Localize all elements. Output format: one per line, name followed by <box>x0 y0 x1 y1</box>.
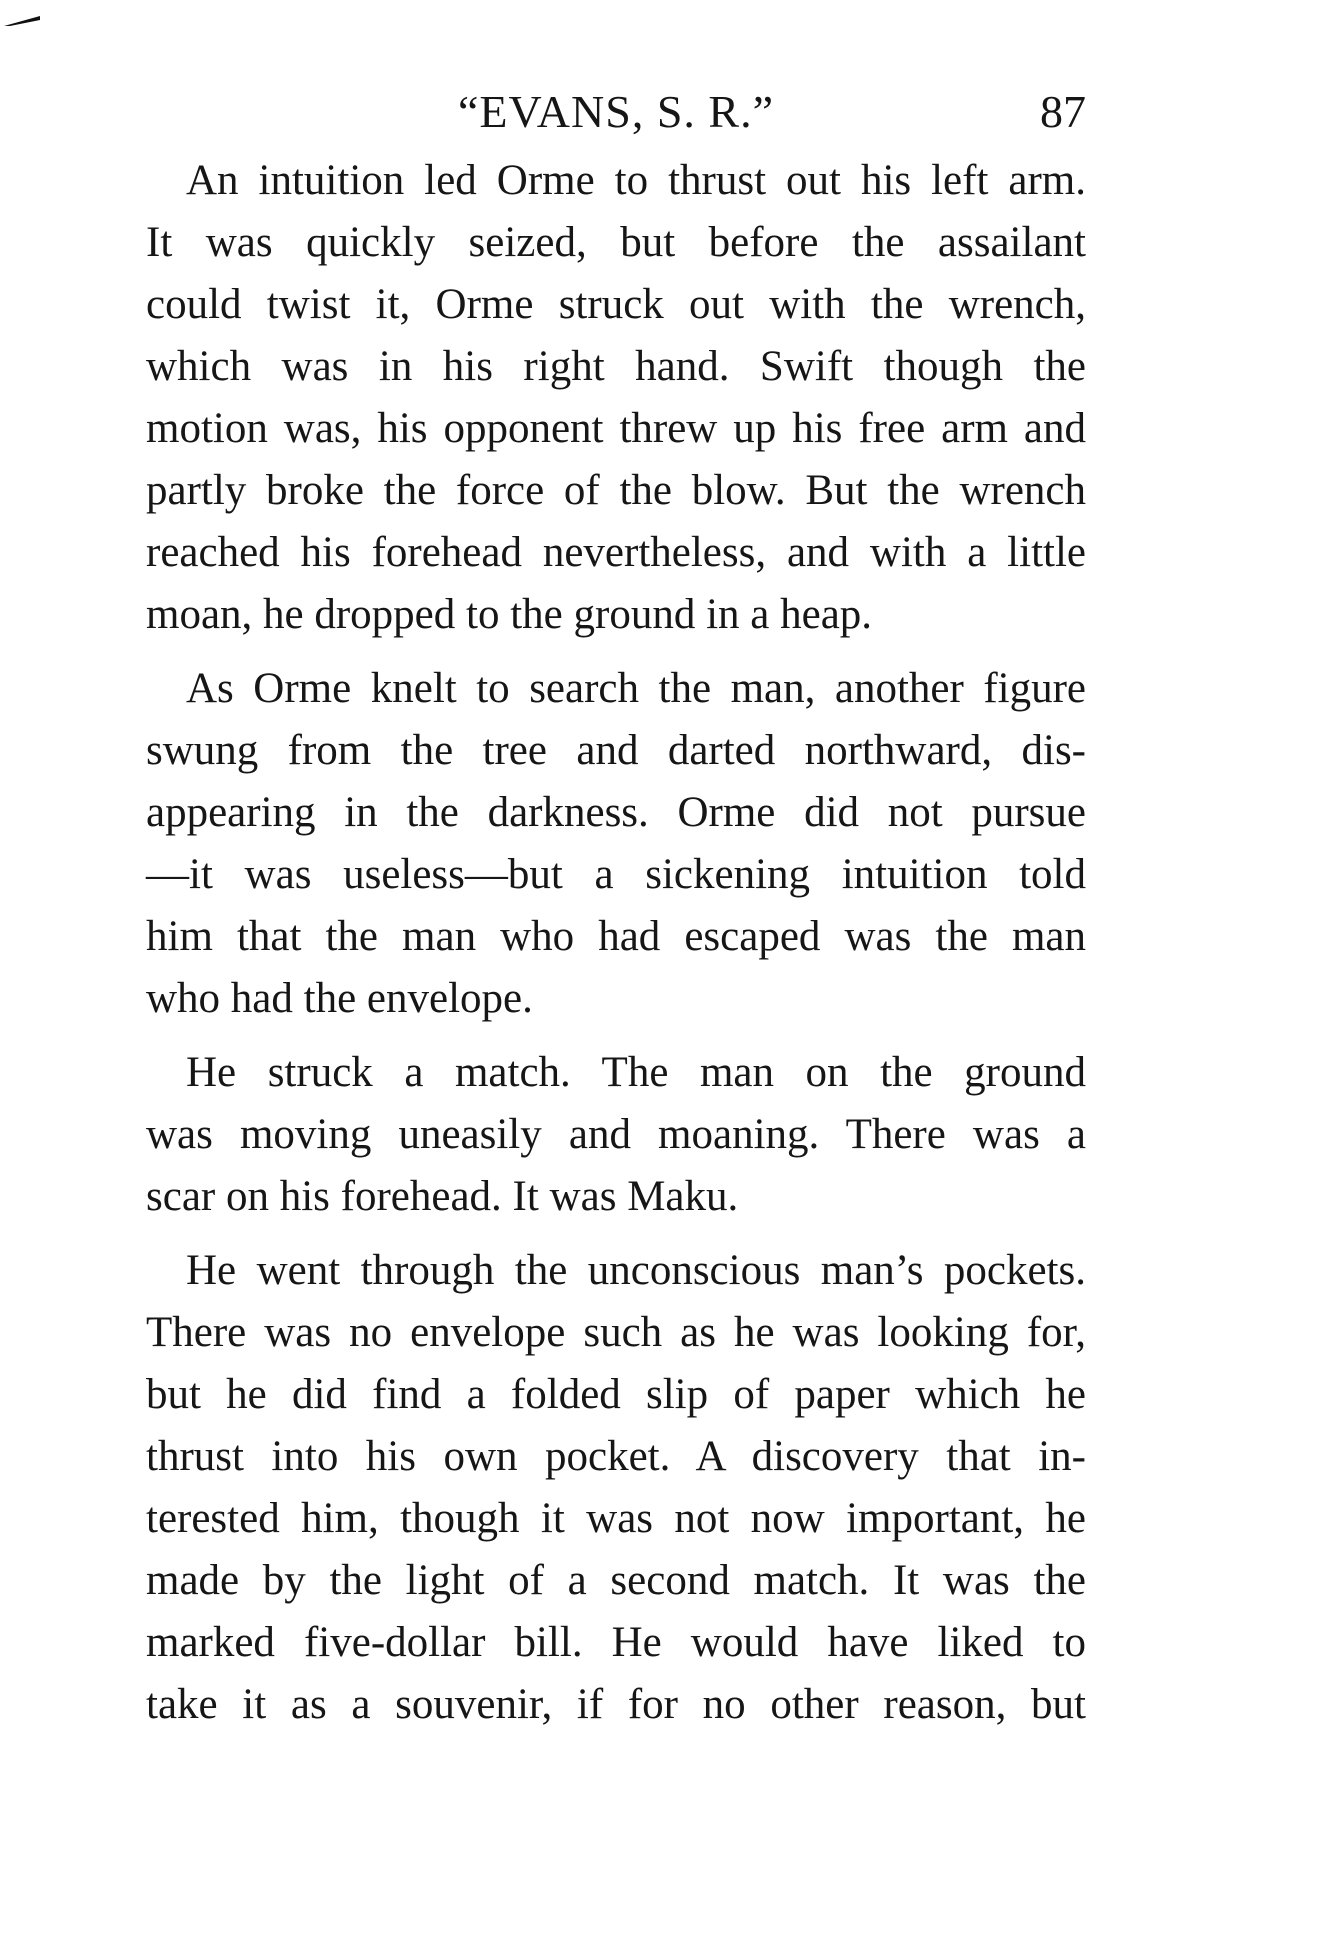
text-line: who had the envelope. <box>146 975 533 1022</box>
text-line: but he did find a folded slip of paper which he <box>146 1371 1086 1418</box>
text-line: An intuition led Orme to thrust out his left arm. <box>186 157 1086 204</box>
text-line: moan, he dropped to the ground in a heap. <box>146 591 873 638</box>
text-line: He struck a match. The man on the ground <box>186 1049 1086 1096</box>
text-line: thrust into his own pocket. A discovery that in- <box>146 1433 1086 1480</box>
text-line: It was quickly seized, but before the assailant <box>146 219 1086 266</box>
paragraph <box>146 1240 1086 1736</box>
text-line: was moving uneasily and moaning. There was a <box>146 1111 1086 1158</box>
page-number: 87 <box>1040 86 1086 137</box>
running-head <box>146 82 1086 142</box>
text-line: take it as a souvenir, if for no other reason, but <box>146 1681 1086 1728</box>
text-line: marked five-dollar bill. He would have liked to <box>146 1619 1086 1666</box>
paragraph <box>146 1042 1086 1228</box>
corner-mark-icon <box>4 16 40 26</box>
text-line: As Orme knelt to search the man, another figure <box>186 665 1086 712</box>
text-line: motion was, his opponent threw up his free arm and <box>146 405 1086 452</box>
text-line: reached his forehead nevertheless, and with a little <box>146 529 1086 576</box>
text-line: swung from the tree and darted northward, dis- <box>146 727 1086 774</box>
body-text <box>146 150 1086 1748</box>
text-line: made by the light of a second match. It was the <box>146 1557 1086 1604</box>
text-line: appearing in the darkness. Orme did not pursue <box>146 789 1086 836</box>
text-line: partly broke the force of the blow. But the wrench <box>146 467 1086 514</box>
text-line: which was in his right hand. Swift though the <box>146 343 1086 390</box>
text-line: him that the man who had escaped was the man <box>146 913 1086 960</box>
text-line: There was no envelope such as he was looking for, <box>146 1309 1086 1356</box>
text-line: He went through the unconscious man’s pockets. <box>186 1247 1086 1294</box>
text-line: terested him, though it was not now important, he <box>146 1495 1086 1542</box>
running-title: “EVANS, S. R.” <box>457 86 774 137</box>
text-line: could twist it, Orme struck out with the wrench, <box>146 281 1086 328</box>
text-line: scar on his forehead. It was Maku. <box>146 1173 739 1220</box>
text-line: —it was useless—but a sickening intuition told <box>146 851 1086 898</box>
paragraph <box>146 658 1086 1030</box>
paragraph <box>146 150 1086 646</box>
